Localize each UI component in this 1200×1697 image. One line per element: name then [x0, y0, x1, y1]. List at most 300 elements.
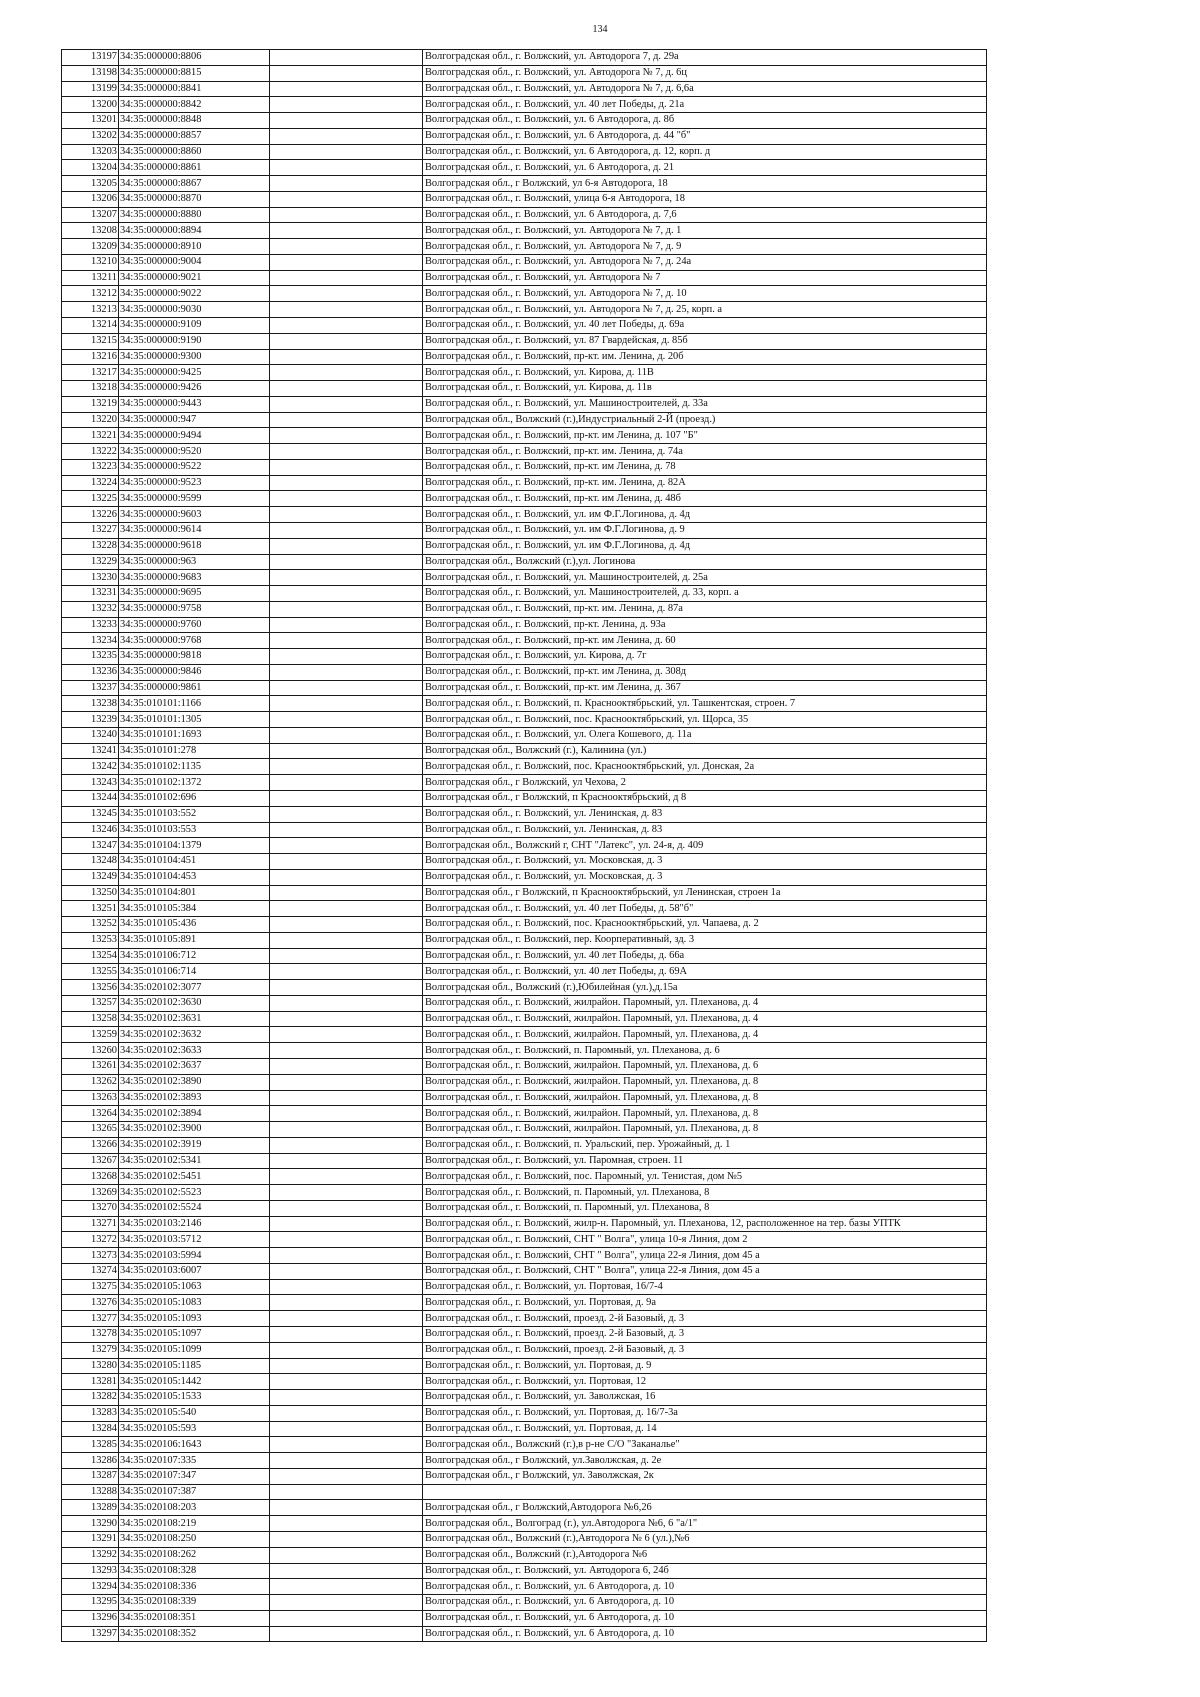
address-cell: Волгоградская обл., г. Волжский, проезд. 2-й Базовый, д. 3 [423, 1311, 987, 1327]
blank-cell [270, 207, 423, 223]
row-number-cell: 13223 [62, 459, 119, 475]
address-cell: Волгоградская обл., г. Волжский, ул. Автодорога № 7, д. 6,6а [423, 81, 987, 97]
table-row [62, 1043, 987, 1059]
cadastral-number-cell: 34:35:020105:1442 [119, 1374, 270, 1390]
cadastral-number-cell: 34:35:020108:351 [119, 1610, 270, 1626]
address-cell: Волгоградская обл., г. Волжский, пос. Краснооктябрьский, ул. Донская, 2а [423, 759, 987, 775]
cadastral-number-cell: 34:35:010101:1693 [119, 727, 270, 743]
blank-cell [270, 459, 423, 475]
blank-cell [270, 775, 423, 791]
table-row [62, 396, 987, 412]
address-cell: Волгоградская обл., г. Волжский, жилрайон. Паромный, ул. Плеханова, д. 4 [423, 995, 987, 1011]
blank-cell [270, 570, 423, 586]
blank-cell [270, 680, 423, 696]
address-cell: Волгоградская обл., Волжский (г.),в р-не С/О "Заканалье" [423, 1437, 987, 1453]
cadastral-number-cell: 34:35:020108:339 [119, 1595, 270, 1611]
row-number-cell: 13202 [62, 128, 119, 144]
cadastral-number-cell: 34:35:000000:9522 [119, 459, 270, 475]
cadastral-number-cell: 34:35:010105:891 [119, 932, 270, 948]
address-cell: Волгоградская обл., г. Волжский, ул. Портовая, д. 14 [423, 1421, 987, 1437]
cadastral-number-cell: 34:35:010102:1372 [119, 775, 270, 791]
cadastral-number-cell: 34:35:000000:963 [119, 554, 270, 570]
blank-cell [270, 586, 423, 602]
cadastral-number-cell: 34:35:000000:9614 [119, 522, 270, 538]
blank-cell [270, 822, 423, 838]
table-row [62, 144, 987, 160]
row-number-cell: 13217 [62, 365, 119, 381]
cadastral-number-cell: 34:35:020102:5341 [119, 1153, 270, 1169]
blank-cell [270, 917, 423, 933]
cadastral-number-cell: 34:35:000000:8841 [119, 81, 270, 97]
row-number-cell: 13222 [62, 444, 119, 460]
blank-cell [270, 302, 423, 318]
table-row [62, 1248, 987, 1264]
cadastral-number-cell: 34:35:000000:8842 [119, 97, 270, 113]
row-number-cell: 13271 [62, 1216, 119, 1232]
address-cell: Волгоградская обл., г Волжский, п Краснооктябрьский, д 8 [423, 790, 987, 806]
address-cell: Волгоградская обл., г. Волжский, п. Паромный, ул. Плеханова, 8 [423, 1185, 987, 1201]
row-number-cell: 13237 [62, 680, 119, 696]
address-cell: Волгоградская обл., г. Волжский, ул. 40 лет Победы, д. 21а [423, 97, 987, 113]
blank-cell [270, 1169, 423, 1185]
address-cell: Волгоградская обл., г. Волжский, жилрайон. Паромный, ул. Плеханова, д. 4 [423, 1027, 987, 1043]
cadastral-number-cell: 34:35:020105:1185 [119, 1358, 270, 1374]
cadastral-number-cell: 34:35:020103:6007 [119, 1263, 270, 1279]
row-number-cell: 13277 [62, 1311, 119, 1327]
row-number-cell: 13233 [62, 617, 119, 633]
row-number-cell: 13230 [62, 570, 119, 586]
cadastral-number-cell: 34:35:000000:9300 [119, 349, 270, 365]
address-cell: Волгоградская обл., г. Волжский, ул. 6 Автодорога, д. 8б [423, 113, 987, 129]
blank-cell [270, 128, 423, 144]
row-number-cell: 13236 [62, 664, 119, 680]
row-number-cell: 13232 [62, 601, 119, 617]
address-cell: Волгоградская обл., г. Волжский, пос. Краснооктябрьский, ул. Чапаева, д. 2 [423, 917, 987, 933]
address-cell: Волгоградская обл., г. Волжский, пр-кт. им. Ленина, д. 74а [423, 444, 987, 460]
cadastral-number-cell: 34:35:020102:5523 [119, 1185, 270, 1201]
address-cell: Волгоградская обл., г. Волжский, ул. Портовая, д. 9 [423, 1358, 987, 1374]
blank-cell [270, 97, 423, 113]
address-cell: Волгоградская обл., г. Волжский, СНТ " Волга", улица 10-я Линия, дом 2 [423, 1232, 987, 1248]
cadastral-number-cell: 34:35:010101:1305 [119, 712, 270, 728]
table-row [62, 1563, 987, 1579]
row-number-cell: 13238 [62, 696, 119, 712]
row-number-cell: 13266 [62, 1137, 119, 1153]
blank-cell [270, 1137, 423, 1153]
blank-cell [270, 1216, 423, 1232]
row-number-cell: 13259 [62, 1027, 119, 1043]
table-row [62, 428, 987, 444]
address-cell: Волгоградская обл., Волжский (г.),Автодорога № 6 (ул.),№6 [423, 1531, 987, 1547]
table-row [62, 1374, 987, 1390]
address-cell: Волгоградская обл., г. Волжский, п. Краснооктябрьский, ул. Ташкентская, строен. 7 [423, 696, 987, 712]
cadastral-number-cell: 34:35:000000:947 [119, 412, 270, 428]
row-number-cell: 13226 [62, 507, 119, 523]
blank-cell [270, 664, 423, 680]
blank-cell [270, 1074, 423, 1090]
cadastral-number-cell: 34:35:020108:352 [119, 1626, 270, 1642]
table-row [62, 1327, 987, 1343]
blank-cell [270, 633, 423, 649]
cadastral-number-cell: 34:35:000000:9599 [119, 491, 270, 507]
blank-cell [270, 412, 423, 428]
cadastral-number-cell: 34:35:020105:1097 [119, 1327, 270, 1343]
address-cell: Волгоградская обл., г. Волжский, ул. Автодорога 7, д. 29а [423, 50, 987, 66]
table-row [62, 1185, 987, 1201]
row-number-cell: 13261 [62, 1059, 119, 1075]
cadastral-number-cell: 34:35:000000:9022 [119, 286, 270, 302]
cadastral-number-cell: 34:35:010101:278 [119, 743, 270, 759]
cadastral-number-cell: 34:35:000000:8815 [119, 65, 270, 81]
blank-cell [270, 1453, 423, 1469]
blank-cell [270, 980, 423, 996]
table-row [62, 318, 987, 334]
table-row [62, 1216, 987, 1232]
table-row [62, 1122, 987, 1138]
table-row [62, 1437, 987, 1453]
blank-cell [270, 239, 423, 255]
cadastral-number-cell: 34:35:020102:5524 [119, 1200, 270, 1216]
cadastral-number-cell: 34:35:020105:1099 [119, 1342, 270, 1358]
table-row [62, 727, 987, 743]
blank-cell [270, 1311, 423, 1327]
address-cell: Волгоградская обл., г. Волжский, ул. 6 Автодорога, д. 44 "б" [423, 128, 987, 144]
row-number-cell: 13296 [62, 1610, 119, 1626]
blank-cell [270, 1011, 423, 1027]
blank-cell [270, 1579, 423, 1595]
blank-cell [270, 1374, 423, 1390]
table-row [62, 412, 987, 428]
blank-cell [270, 160, 423, 176]
address-cell: Волгоградская обл., г. Волжский, ул. Ленинская, д. 83 [423, 806, 987, 822]
row-number-cell: 13204 [62, 160, 119, 176]
table-row [62, 680, 987, 696]
blank-cell [270, 1200, 423, 1216]
row-number-cell: 13214 [62, 318, 119, 334]
cadastral-number-cell: 34:35:000000:8870 [119, 191, 270, 207]
row-number-cell: 13219 [62, 396, 119, 412]
cadastral-number-cell: 34:35:010104:801 [119, 885, 270, 901]
row-number-cell: 13212 [62, 286, 119, 302]
table-row [62, 333, 987, 349]
address-cell: Волгоградская обл., г. Волжский, ул. Портовая, 12 [423, 1374, 987, 1390]
row-number-cell: 13248 [62, 854, 119, 870]
row-number-cell: 13210 [62, 254, 119, 270]
cadastral-number-cell: 34:35:000000:9004 [119, 254, 270, 270]
property-registry-table [61, 49, 987, 1642]
table-row [62, 995, 987, 1011]
blank-cell [270, 727, 423, 743]
row-number-cell: 13240 [62, 727, 119, 743]
row-number-cell: 13209 [62, 239, 119, 255]
blank-cell [270, 475, 423, 491]
blank-cell [270, 1106, 423, 1122]
address-cell: Волгоградская обл., г. Волжский, жилрайон. Паромный, ул. Плеханова, д. 8 [423, 1074, 987, 1090]
address-cell: Волгоградская обл., г. Волжский, ул. Автодорога № 7, д. 24а [423, 254, 987, 270]
row-number-cell: 13267 [62, 1153, 119, 1169]
table-row [62, 633, 987, 649]
address-cell: Волгоградская обл., г. Волжский, ул. Автодорога 6, 24б [423, 1563, 987, 1579]
table-row [62, 1405, 987, 1421]
blank-cell [270, 144, 423, 160]
blank-cell [270, 191, 423, 207]
address-cell: Волгоградская обл., г. Волжский, пр-кт. им. Ленина, д. 82А [423, 475, 987, 491]
row-number-cell: 13254 [62, 948, 119, 964]
table-row [62, 176, 987, 192]
table-row [62, 901, 987, 917]
cadastral-number-cell: 34:35:010103:552 [119, 806, 270, 822]
table-row [62, 1106, 987, 1122]
address-cell: Волгоградская обл., г. Волжский, ул. им Ф.Г.Логинова, д. 9 [423, 522, 987, 538]
row-number-cell: 13258 [62, 1011, 119, 1027]
table-row [62, 286, 987, 302]
cadastral-number-cell: 34:35:000000:8857 [119, 128, 270, 144]
blank-cell [270, 1484, 423, 1500]
table-row [62, 1610, 987, 1626]
address-cell: Волгоградская обл., г. Волжский, ул. 40 лет Победы, д. 58"б" [423, 901, 987, 917]
cadastral-number-cell: 34:35:000000:9861 [119, 680, 270, 696]
cadastral-number-cell: 34:35:000000:9768 [119, 633, 270, 649]
blank-cell [270, 65, 423, 81]
blank-cell [270, 254, 423, 270]
table-row [62, 1200, 987, 1216]
table-row [62, 775, 987, 791]
row-number-cell: 13274 [62, 1263, 119, 1279]
table-row [62, 302, 987, 318]
address-cell: Волгоградская обл., г. Волжский, жилрайон. Паромный, ул. Плеханова, д. 8 [423, 1090, 987, 1106]
address-cell: Волгоградская обл., г. Волжский, проезд. 2-й Базовый, д. 3 [423, 1342, 987, 1358]
address-cell: Волгоградская обл., г. Волжский, проезд. 2-й Базовый, д. 3 [423, 1327, 987, 1343]
cadastral-number-cell: 34:35:000000:9443 [119, 396, 270, 412]
cadastral-number-cell: 34:35:020102:3077 [119, 980, 270, 996]
table-row [62, 538, 987, 554]
blank-cell [270, 444, 423, 460]
table-row [62, 1279, 987, 1295]
row-number-cell: 13279 [62, 1342, 119, 1358]
table-row [62, 1074, 987, 1090]
address-cell: Волгоградская обл., г. Волжский, ул. 6 Автодорога, д. 7,6 [423, 207, 987, 223]
address-cell: Волгоградская обл., г. Волжский, ул. Машиностроителей, д. 25а [423, 570, 987, 586]
address-cell: Волгоградская обл., г. Волжский, ул. Автодорога № 7, д. 6ц [423, 65, 987, 81]
row-number-cell: 13288 [62, 1484, 119, 1500]
table-row [62, 507, 987, 523]
blank-cell [270, 1500, 423, 1516]
cadastral-number-cell: 34:35:000000:9758 [119, 601, 270, 617]
row-number-cell: 13249 [62, 869, 119, 885]
blank-cell [270, 649, 423, 665]
cadastral-number-cell: 34:35:020107:347 [119, 1468, 270, 1484]
blank-cell [270, 1027, 423, 1043]
row-number-cell: 13260 [62, 1043, 119, 1059]
address-cell: Волгоградская обл., Волгоград (г.), ул.Автодорога №6, 6 "а/1" [423, 1516, 987, 1532]
row-number-cell: 13206 [62, 191, 119, 207]
blank-cell [270, 1248, 423, 1264]
blank-cell [270, 538, 423, 554]
cadastral-number-cell: 34:35:020102:5451 [119, 1169, 270, 1185]
table-row [62, 381, 987, 397]
address-cell: Волгоградская обл., г. Волжский, ул. Кирова, д. 11в [423, 381, 987, 397]
blank-cell [270, 1059, 423, 1075]
address-cell: Волгоградская обл., г. Волжский, п. Паромный, ул. Плеханова, 8 [423, 1200, 987, 1216]
table-row [62, 270, 987, 286]
table-row [62, 964, 987, 980]
blank-cell [270, 1547, 423, 1563]
address-cell: Волгоградская обл., г. Волжский, улица 6-я Автодорога, 18 [423, 191, 987, 207]
address-cell: Волгоградская обл., г. Волжский, ул. 40 лет Победы, д. 69А [423, 964, 987, 980]
blank-cell [270, 854, 423, 870]
cadastral-number-cell: 34:35:020103:5994 [119, 1248, 270, 1264]
cadastral-number-cell: 34:35:020108:250 [119, 1531, 270, 1547]
table-row [62, 743, 987, 759]
cadastral-number-cell: 34:35:000000:9109 [119, 318, 270, 334]
table-row [62, 1011, 987, 1027]
blank-cell [270, 522, 423, 538]
row-number-cell: 13291 [62, 1531, 119, 1547]
blank-cell [270, 790, 423, 806]
table-row [62, 822, 987, 838]
row-number-cell: 13228 [62, 538, 119, 554]
blank-cell [270, 885, 423, 901]
table-row [62, 570, 987, 586]
address-cell: Волгоградская обл., г Волжский, ул.Заволжская, д. 2е [423, 1453, 987, 1469]
table-row [62, 522, 987, 538]
cadastral-number-cell: 34:35:020108:336 [119, 1579, 270, 1595]
table-row [62, 1500, 987, 1516]
address-cell: Волгоградская обл., Волжский (г.),ул. Логинова [423, 554, 987, 570]
address-cell: Волгоградская обл., г. Волжский, п. Уральский, пер. Урожайный, д. 1 [423, 1137, 987, 1153]
blank-cell [270, 113, 423, 129]
blank-cell [270, 1626, 423, 1642]
address-cell: Волгоградская обл., г. Волжский, пр-кт. им Ленина, д. 367 [423, 680, 987, 696]
address-cell: Волгоградская обл., г. Волжский, пр-кт. им. Ленина, д. 87а [423, 601, 987, 617]
blank-cell [270, 286, 423, 302]
row-number-cell: 13244 [62, 790, 119, 806]
row-number-cell: 13252 [62, 917, 119, 933]
row-number-cell: 13250 [62, 885, 119, 901]
blank-cell [270, 1090, 423, 1106]
address-cell: Волгоградская обл., г. Волжский, пер. Коорперативный, зд. 3 [423, 932, 987, 948]
row-number-cell: 13200 [62, 97, 119, 113]
row-number-cell: 13295 [62, 1595, 119, 1611]
table-row [62, 1595, 987, 1611]
blank-cell [270, 1437, 423, 1453]
blank-cell [270, 270, 423, 286]
table-row [62, 1516, 987, 1532]
blank-cell [270, 759, 423, 775]
blank-cell [270, 1327, 423, 1343]
cadastral-number-cell: 34:35:020102:3632 [119, 1027, 270, 1043]
blank-cell [270, 712, 423, 728]
cadastral-number-cell: 34:35:000000:8806 [119, 50, 270, 66]
cadastral-number-cell: 34:35:010104:451 [119, 854, 270, 870]
blank-cell [270, 1122, 423, 1138]
table-row [62, 160, 987, 176]
blank-cell [270, 1421, 423, 1437]
row-number-cell: 13215 [62, 333, 119, 349]
blank-cell [270, 428, 423, 444]
address-cell: Волгоградская обл., г. Волжский, пр-кт. им Ленина, д. 308д [423, 664, 987, 680]
address-cell: Волгоградская обл., г. Волжский, пр-кт. им Ленина, д. 60 [423, 633, 987, 649]
address-cell: Волгоградская обл., г Волжский, ул Чехова, 2 [423, 775, 987, 791]
row-number-cell: 13239 [62, 712, 119, 728]
blank-cell [270, 333, 423, 349]
table-row [62, 601, 987, 617]
row-number-cell: 13253 [62, 932, 119, 948]
table-row [62, 1453, 987, 1469]
row-number-cell: 13224 [62, 475, 119, 491]
row-number-cell: 13264 [62, 1106, 119, 1122]
address-cell: Волгоградская обл., г. Волжский, СНТ " Волга", улица 22-я Линия, дом 45 а [423, 1263, 987, 1279]
table-row [62, 1484, 987, 1500]
address-cell: Волгоградская обл., г. Волжский, пр-кт. им Ленина, д. 48б [423, 491, 987, 507]
row-number-cell: 13290 [62, 1516, 119, 1532]
address-cell: Волгоградская обл., г. Волжский, п. Паромный, ул. Плеханова, д. 6 [423, 1043, 987, 1059]
address-cell: Волгоградская обл., г. Волжский, ул. 6 Автодорога, д. 10 [423, 1626, 987, 1642]
row-number-cell: 13286 [62, 1453, 119, 1469]
table-row [62, 759, 987, 775]
row-number-cell: 13229 [62, 554, 119, 570]
blank-cell [270, 1263, 423, 1279]
table-row [62, 1232, 987, 1248]
row-number-cell: 13205 [62, 176, 119, 192]
row-number-cell: 13220 [62, 412, 119, 428]
row-number-cell: 13273 [62, 1248, 119, 1264]
address-cell: Волгоградская обл., г. Волжский, ул. Московская, д. 3 [423, 854, 987, 870]
cadastral-number-cell: 34:35:010104:1379 [119, 838, 270, 854]
address-cell: Волгоградская обл., г. Волжский, ул. Машиностроителей, д. 33а [423, 396, 987, 412]
address-cell: Волгоградская обл., г. Волжский, ул. 40 лет Победы, д. 69а [423, 318, 987, 334]
page-number: 134 [592, 24, 608, 35]
blank-cell [270, 696, 423, 712]
table-row [62, 65, 987, 81]
address-cell: Волгоградская обл., г. Волжский, ул. Портовая, 16/7-4 [423, 1279, 987, 1295]
table-row [62, 649, 987, 665]
table-row [62, 790, 987, 806]
row-number-cell: 13282 [62, 1390, 119, 1406]
table-row [62, 1358, 987, 1374]
cadastral-number-cell: 34:35:020103:5712 [119, 1232, 270, 1248]
blank-cell [270, 1153, 423, 1169]
registry-body [62, 50, 987, 1642]
cadastral-number-cell: 34:35:010104:453 [119, 869, 270, 885]
blank-cell [270, 1185, 423, 1201]
table-row [62, 97, 987, 113]
blank-cell [270, 1610, 423, 1626]
address-cell: Волгоградская обл., г. Волжский, ул. Портовая, д. 9а [423, 1295, 987, 1311]
blank-cell [270, 491, 423, 507]
row-number-cell: 13225 [62, 491, 119, 507]
blank-cell [270, 349, 423, 365]
row-number-cell: 13241 [62, 743, 119, 759]
row-number-cell: 13231 [62, 586, 119, 602]
address-cell: Волгоградская обл., г. Волжский, ул. Ленинская, д. 83 [423, 822, 987, 838]
table-row [62, 586, 987, 602]
cadastral-number-cell: 34:35:020105:593 [119, 1421, 270, 1437]
cadastral-number-cell: 34:35:020105:1063 [119, 1279, 270, 1295]
blank-cell [270, 995, 423, 1011]
address-cell: Волгоградская обл., Волжский (г.),Автодорога №6 [423, 1547, 987, 1563]
cadastral-number-cell: 34:35:020102:3637 [119, 1059, 270, 1075]
row-number-cell: 13235 [62, 649, 119, 665]
row-number-cell: 13294 [62, 1579, 119, 1595]
cadastral-number-cell: 34:35:000000:9603 [119, 507, 270, 523]
row-number-cell: 13275 [62, 1279, 119, 1295]
cadastral-number-cell: 34:35:020105:1533 [119, 1390, 270, 1406]
table-row [62, 1547, 987, 1563]
cadastral-number-cell: 34:35:020102:3631 [119, 1011, 270, 1027]
table-row [62, 712, 987, 728]
blank-cell [270, 1232, 423, 1248]
